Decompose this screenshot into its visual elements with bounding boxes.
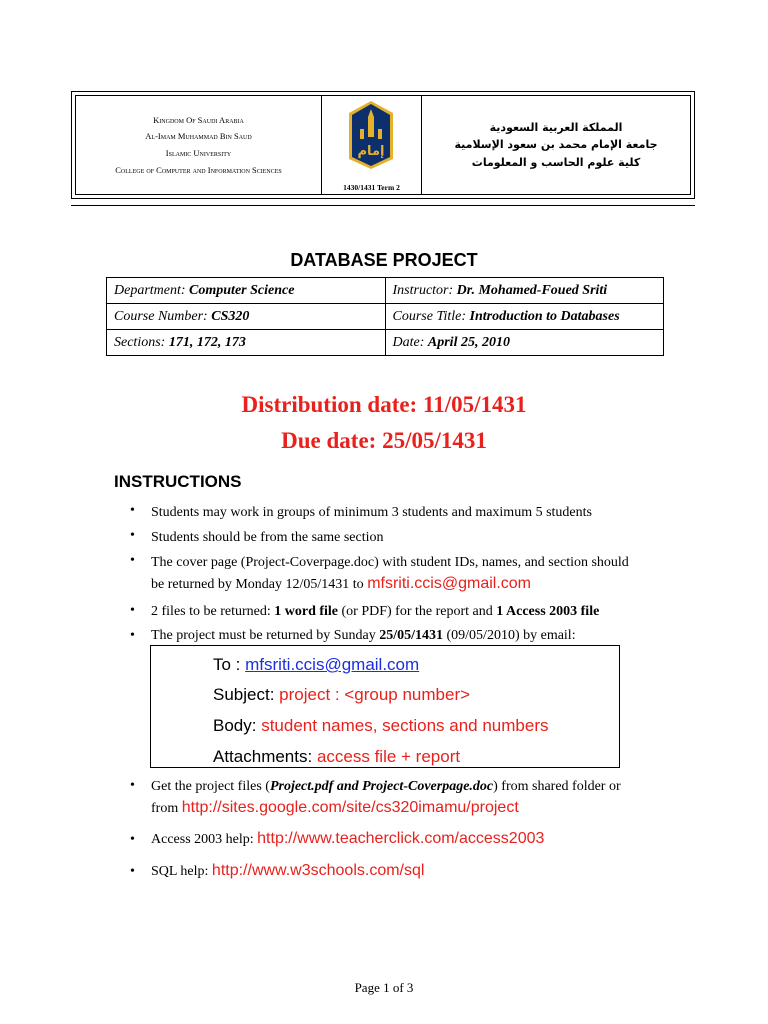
arabic-line-1: المملكة العربية السعودية: [489, 120, 623, 134]
bullet-icon: •: [130, 832, 135, 847]
date-cell: Date: April 25, 2010: [385, 330, 664, 356]
table-row: [107, 330, 664, 356]
instruction-access-help: Access 2003 help: http://www.teacherclick.com/access2003: [151, 830, 545, 847]
bullet-icon: •: [130, 553, 135, 568]
sql-help-link[interactable]: http://www.w3schools.com/sql: [211, 862, 425, 879]
page-title: DATABASE PROJECT: [290, 250, 478, 270]
letterhead-inner: [75, 95, 691, 195]
due-date: Due date: 25/05/1431: [281, 428, 487, 453]
university-logo-icon: [347, 99, 395, 171]
bullet-icon: •: [130, 528, 135, 543]
course-info-table: [106, 277, 664, 356]
arabic-line-3: كلية علوم الحاسب و المعلومات: [471, 155, 641, 169]
bullet-icon: •: [130, 778, 135, 793]
letterhead: [71, 91, 695, 199]
table-row: [107, 278, 664, 304]
bullet-icon: •: [130, 628, 135, 643]
letterhead-english: [76, 96, 322, 194]
logo-text: إمام: [357, 144, 385, 159]
bullet-icon: •: [130, 603, 135, 618]
course-title-cell: Course Title: Introduction to Databases: [385, 304, 664, 330]
country-line: Kingdom Of Saudi Arabia: [153, 114, 244, 125]
instruction-cover-page: The cover page (Project-Coverpage.doc) with student IDs, names, and section should be returned by Monday 12/05/1431 to mfsriti.ccis@gmail.com: [151, 555, 629, 592]
instruction-sql-help: SQL help: http://www.w3schools.com/sql: [151, 862, 425, 879]
table-row: [107, 304, 664, 330]
letterhead-arabic: [422, 96, 690, 194]
email-subject-line: Subject: project : <group number>: [213, 685, 471, 704]
instructor-cell: Instructor: Dr. Mohamed-Foued Sriti: [385, 278, 664, 304]
cover-email-link[interactable]: mfsriti.ccis@gmail.com: [367, 575, 531, 592]
email-attachments-line: Attachments: access file + report: [213, 747, 461, 766]
course-number-cell: Course Number: CS320: [107, 304, 386, 330]
header-divider: [71, 205, 695, 206]
arabic-line-2: جامعة الإمام محمد بن سعود الإسلامية: [454, 138, 658, 152]
instruction-group-size: Students may work in groups of minimum 3 students and maximum 5 students: [151, 505, 592, 520]
page-number: Page 1 of 3: [354, 980, 414, 995]
instructions-heading: INSTRUCTIONS: [114, 472, 242, 491]
term-label: 1430/1431 Term 2: [343, 183, 400, 192]
email-to-line: To : mfsriti.ccis@gmail.com: [213, 655, 420, 674]
instruction-files: 2 files to be returned: 1 word file (or PDF) for the report and 1 Access 2003 file: [151, 604, 600, 619]
department-cell: Department: Computer Science: [107, 278, 386, 304]
letterhead-logo-cell: [322, 96, 422, 194]
university-line-2: Islamic University: [165, 148, 232, 158]
instruction-deadline: The project must be returned by Sunday 25/05/1431 (09/05/2010) by email:: [151, 628, 576, 643]
university-line-1: Al-Imam Muhammad Bin Saud: [145, 131, 252, 142]
email-to-link[interactable]: mfsriti.ccis@gmail.com: [245, 655, 420, 674]
bullet-icon: •: [130, 864, 135, 879]
distribution-date: Distribution date: 11/05/1431: [241, 392, 527, 417]
bullet-icon: •: [130, 503, 135, 518]
college-line: College of Computer and Information Sciences: [115, 164, 282, 175]
project-site-link[interactable]: http://sites.google.com/site/cs320imamu/project: [181, 799, 519, 816]
instruction-project-files: Get the project files (Project.pdf and Project-Coverpage.doc) from shared folder or from http://sites.google.com/site/cs320imamu/project: [151, 779, 621, 816]
email-body-line: Body: student names, sections and numbers: [213, 716, 549, 735]
sections-cell: Sections: 171, 172, 173: [107, 330, 386, 356]
access-help-link[interactable]: http://www.teacherclick.com/access2003: [257, 830, 545, 847]
instruction-same-section: Students should be from the same section: [151, 530, 384, 545]
